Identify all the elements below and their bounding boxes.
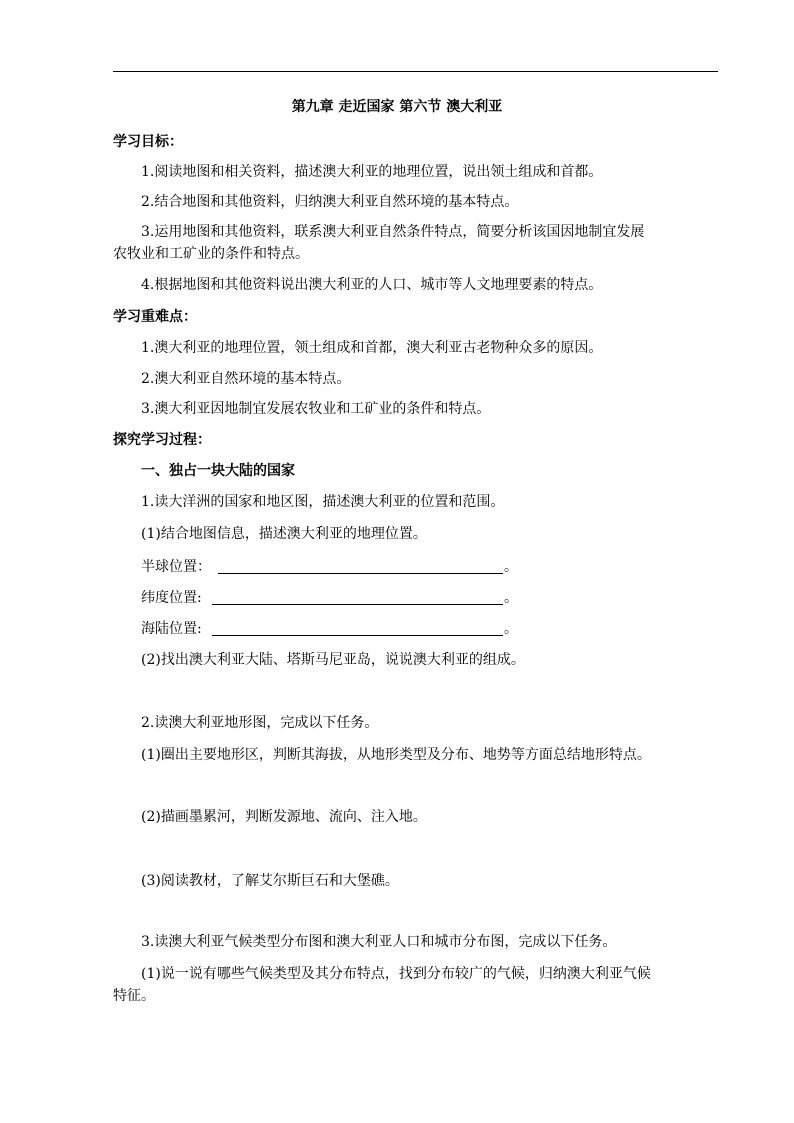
goal-item: 4.根据地图和其他资料说出澳大利亚的人口、城市等人文地理要素的特点。 <box>141 277 603 293</box>
key-point-item: 1.澳大利亚的地理位置，领土组成和首都，澳大利亚古老物种众多的原因。 <box>141 340 603 356</box>
question-3-1-continuation: 特征。 <box>113 988 155 1004</box>
goal-item-continuation: 农牧业和工矿业的条件和特点。 <box>113 246 309 262</box>
question-3-1: (1)说一说有哪些气候类型及其分布特点，找到分布较广的气候，归纳澳大利亚气候 <box>141 966 651 982</box>
question-2-3: (3)阅读教材，了解艾尔斯巨石和大堡礁。 <box>141 873 399 889</box>
goal-item: 2.结合地图和其他资料，归纳澳大利亚自然环境的基本特点。 <box>141 194 519 210</box>
sea-land-label: 海陆位置: <box>141 621 202 637</box>
question-2-2: (2)描画墨累河，判断发源地、流向、注入地。 <box>141 809 427 825</box>
latitude-label: 纬度位置: <box>141 590 202 606</box>
goal-item: 1.阅读地图和相关资料，描述澳大利亚的地理位置，说出领土组成和首都。 <box>141 164 603 180</box>
question-1-1: (1)结合地图信息，描述澳大利亚的地理位置。 <box>141 526 427 542</box>
question-1-2: (2)找出澳大利亚大陆、塔斯马尼亚岛，说说澳大利亚的组成。 <box>141 652 525 668</box>
goals-heading: 学习目标： <box>113 134 183 150</box>
latitude-answer-blank[interactable] <box>212 604 503 605</box>
sea-land-answer-blank[interactable] <box>212 635 503 636</box>
sea-land-end: 。 <box>504 621 518 637</box>
hemisphere-label: 半球位置： <box>141 559 211 575</box>
goal-item: 3.运用地图和其他资料，联系澳大利亚自然条件特点，简要分析该国因地制宜发展 <box>141 224 645 240</box>
hemisphere-answer-blank[interactable] <box>218 573 503 574</box>
question-2: 2.读澳大利亚地形图，完成以下任务。 <box>141 715 379 731</box>
key-points-heading: 学习重难点： <box>113 309 197 325</box>
header-rule <box>113 71 718 72</box>
hemisphere-end: 。 <box>504 559 518 575</box>
key-point-item: 3.澳大利亚因地制宜发展农牧业和工矿业的条件和特点。 <box>141 401 491 417</box>
question-2-1: (1)圈出主要地形区，判断其海拔，从地形类型及分布、地势等方面总结地形特点。 <box>141 747 651 763</box>
key-point-item: 2.澳大利亚自然环境的基本特点。 <box>141 371 351 387</box>
document-title: 第九章 走近国家 第六节 澳大利亚 <box>291 99 503 115</box>
process-heading: 探究学习过程： <box>113 432 211 448</box>
latitude-end: 。 <box>504 590 518 606</box>
section-one-heading: 一、独占一块大陆的国家 <box>141 463 295 479</box>
question-1: 1.读大洋洲的国家和地区图，描述澳大利亚的位置和范围。 <box>141 494 505 510</box>
question-3: 3.读澳大利亚气候类型分布图和澳大利亚人口和城市分布图，完成以下任务。 <box>141 934 617 950</box>
